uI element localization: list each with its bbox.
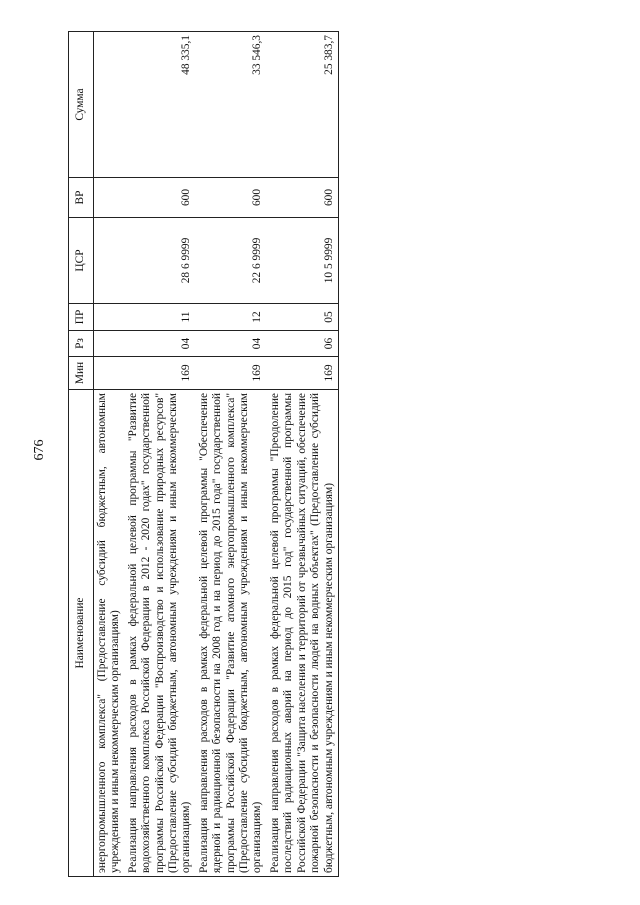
table-row xyxy=(125,32,196,877)
table-row xyxy=(196,32,267,877)
row-vr: 600 xyxy=(125,178,196,218)
row-name: Реализация направления расходов в рамках федеральной целевой программы "Развитие водохозяйственного комплекса Российской Федерации в 2012 - 2020 годах" государственной программы Российской Федерации "Воспроизводство и использование природных ресурсов" (Предоставление субсидий бюджетным, автономным учреждениям и иным некоммерческим организациям) xyxy=(125,390,196,877)
header-vr: ВР xyxy=(69,178,94,218)
header-min: Мин xyxy=(69,357,94,390)
row-csr xyxy=(94,218,125,304)
row-rz: 04 xyxy=(125,331,196,357)
page-number: 676 xyxy=(32,439,47,461)
row-sum xyxy=(94,32,125,178)
row-csr: 28 6 9999 xyxy=(125,218,196,304)
table-row xyxy=(94,32,125,877)
row-csr: 22 6 9999 xyxy=(196,218,267,304)
row-rz: 06 xyxy=(267,331,339,357)
rotated-page xyxy=(68,32,570,877)
row-min: 169 xyxy=(125,357,196,390)
header-sum: Сумма xyxy=(69,32,94,178)
row-pr: 12 xyxy=(196,304,267,331)
row-name: энергопромышленного комплекса" (Предоставление субсидий бюджетным, автономным учреждениям и иным некоммерческим организациям) xyxy=(94,390,125,877)
header-name: Наименование xyxy=(69,390,94,877)
row-pr xyxy=(94,304,125,331)
row-rz xyxy=(94,331,125,357)
budget-table xyxy=(68,31,339,877)
row-vr: 600 xyxy=(267,178,339,218)
row-min: 169 xyxy=(196,357,267,390)
header-pr: ПР xyxy=(69,304,94,331)
row-pr: 11 xyxy=(125,304,196,331)
row-vr xyxy=(94,178,125,218)
table-header-row xyxy=(69,32,94,877)
table-row xyxy=(267,32,339,877)
budget-table-sheet xyxy=(68,32,570,877)
row-min xyxy=(94,357,125,390)
row-min: 169 xyxy=(267,357,339,390)
header-rz: Рз xyxy=(69,331,94,357)
row-sum: 25 383,7 xyxy=(267,32,339,178)
row-vr: 600 xyxy=(196,178,267,218)
row-pr: 05 xyxy=(267,304,339,331)
row-sum: 48 335,1 xyxy=(125,32,196,178)
row-csr: 10 5 9999 xyxy=(267,218,339,304)
row-name: Реализация направления расходов в рамках федеральной целевой программы "Обеспечение ядерной и радиационной безопасности на 2008 год и на период до 2015 года" государственной программы Российской Федерации "Развитие атомного энергопромышленного комплекса" (Предоставление субсидий бюджетным, автономным учреждениям и иным некоммерческим организациям) xyxy=(196,390,267,877)
row-rz: 04 xyxy=(196,331,267,357)
row-sum: 33 546,3 xyxy=(196,32,267,178)
row-name: Реализация направления расходов в рамках федеральной целевой программы "Преодоление последствий радиационных аварий на период до 2015 год" государственной программы Российской Федерации "Защита населения и территорий от чрезвычайных ситуаций, обеспечение пожарной безопасности и безопасности людей на водных объектах" (Предоставление субсидий бюджетным, автономным учреждениям и иным некоммерческим организациям) xyxy=(267,390,339,877)
header-csr: ЦСР xyxy=(69,218,94,304)
